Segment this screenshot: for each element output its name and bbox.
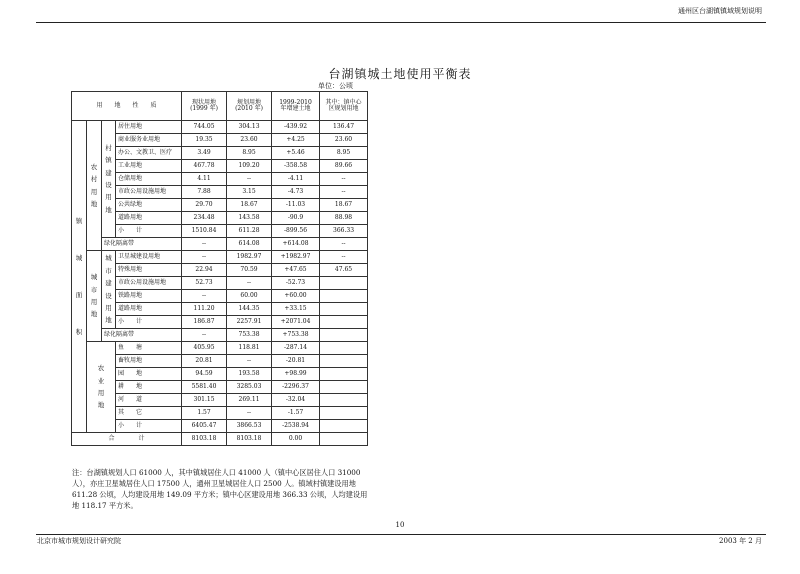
cell-v1: 467.78: [182, 160, 227, 173]
col-header-nature: 用 地 性 质: [72, 92, 182, 121]
table-row: [72, 186, 368, 199]
total-cell-v3: 0.00: [272, 433, 320, 446]
cell-v4: 23.60: [320, 134, 368, 147]
cell-v4: 136.47: [320, 121, 368, 134]
cell-v3: +2071.04: [272, 316, 320, 329]
cell-v4: [320, 342, 368, 355]
cell-v2: 1982.97: [227, 251, 272, 264]
cell-v3: +4.25: [272, 134, 320, 147]
group-agricultural-land: 农 业 用 地: [87, 342, 116, 433]
cell-v2: 3866.53: [227, 420, 272, 433]
group-rural-land: 农 村 用 地: [87, 121, 102, 251]
footnote: 注：台湖镇规划人口 61000 人，其中镇城居住人口 41000 人（镇中心区居住人口 31000 人），亦庄卫星城居住人口 17500 人，通州卫星城居住人口 2500 人。镇域村镇建设用地 611.28 公顷，人均建设用地 149.09 平方米；镇中心区建设用地 366.33 公顷，人均建设用地 118.17 平方米。: [72, 468, 368, 511]
row-label: 道路用地: [116, 212, 182, 225]
row-label: 耕 地: [116, 381, 182, 394]
cell-v3: -4.73: [272, 186, 320, 199]
cell-v2: 611.28: [227, 225, 272, 238]
cell-v2: 60.00: [227, 290, 272, 303]
footer-institute: 北京市城市规划设计研究院: [37, 537, 121, 545]
cell-v2: 70.59: [227, 264, 272, 277]
cell-v2: 3.15: [227, 186, 272, 199]
table-row: [72, 134, 368, 147]
row-label: 办公、文教卫、医疗: [116, 147, 182, 160]
cell-v2: 23.60: [227, 134, 272, 147]
table-row: [72, 355, 368, 368]
page-header-title: 通州区台湖镇镇域规划说明: [678, 7, 762, 15]
cell-v2: 18.67: [227, 199, 272, 212]
table-row: [72, 316, 368, 329]
cell-v2: 8.95: [227, 147, 272, 160]
table-row: [72, 381, 368, 394]
cell-v3: +33.15: [272, 303, 320, 316]
total-label: 合 计: [72, 433, 182, 446]
cell-v4: --: [320, 186, 368, 199]
cell-v2: 304.13: [227, 121, 272, 134]
cell-v1: 52.73: [182, 277, 227, 290]
cell-v4: 89.66: [320, 160, 368, 173]
cell-v3: +614.08: [272, 238, 320, 251]
cell-v3: -4.11: [272, 173, 320, 186]
cell-v4: 366.33: [320, 225, 368, 238]
cell-v3: -439.92: [272, 121, 320, 134]
table-row: [72, 264, 368, 277]
table-row: [72, 173, 368, 186]
table-row: [72, 212, 368, 225]
table-row: [72, 160, 368, 173]
table-row: [72, 420, 368, 433]
cell-v1: 301.15: [182, 394, 227, 407]
cell-v2: 118.81: [227, 342, 272, 355]
cell-v1: 94.59: [182, 368, 227, 381]
cell-v1: 5581.40: [182, 381, 227, 394]
table-row: [72, 407, 368, 420]
cell-v4: --: [320, 251, 368, 264]
cell-v1: 234.48: [182, 212, 227, 225]
cell-v3: +5.46: [272, 147, 320, 160]
row-label: 商业服务业用地: [116, 134, 182, 147]
header-row: [72, 92, 368, 121]
cell-v2: 143.58: [227, 212, 272, 225]
table-row: [72, 225, 368, 238]
row-label: 铁路用地: [116, 290, 182, 303]
row-label: 绿化隔离带: [102, 238, 182, 251]
cell-v1: 19.35: [182, 134, 227, 147]
footer-rule: [36, 534, 766, 535]
row-label: 园 地: [116, 368, 182, 381]
cell-v1: 186.87: [182, 316, 227, 329]
cell-v4: --: [320, 173, 368, 186]
cell-v3: -90.9: [272, 212, 320, 225]
cell-v4: [320, 303, 368, 316]
group-town-area: 镇 城 面 积: [72, 121, 87, 433]
table-row: [72, 290, 368, 303]
page-number: 10: [395, 521, 405, 529]
header-rule: [36, 22, 766, 23]
col-header-increase: 1999-2010 年增建土地: [272, 92, 320, 121]
cell-v2: --: [227, 407, 272, 420]
total-cell-v1: 8103.18: [182, 433, 227, 446]
cell-v2: --: [227, 173, 272, 186]
row-label: 市政公用设施用地: [116, 186, 182, 199]
total-row: [72, 433, 368, 446]
cell-v3: -899.56: [272, 225, 320, 238]
cell-v1: --: [182, 238, 227, 251]
unit-label: 单位：公顷: [318, 82, 353, 90]
cell-v4: [320, 407, 368, 420]
row-label: 小 计: [116, 420, 182, 433]
cell-v2: 753.38: [227, 329, 272, 342]
group-urban-land: 城 市 用 地: [87, 251, 102, 342]
table-row: [72, 277, 368, 290]
row-label: 鱼 塘: [116, 342, 182, 355]
cell-v2: 109.20: [227, 160, 272, 173]
cell-v3: -11.03: [272, 199, 320, 212]
row-label: 特殊用地: [116, 264, 182, 277]
row-label: 河 道: [116, 394, 182, 407]
cell-v3: +98.99: [272, 368, 320, 381]
row-label: 卫星城建设用地: [116, 251, 182, 264]
row-label: 小 计: [116, 316, 182, 329]
cell-v4: --: [320, 238, 368, 251]
cell-v3: -358.58: [272, 160, 320, 173]
row-label: 公共绿地: [116, 199, 182, 212]
cell-v2: 269.11: [227, 394, 272, 407]
cell-v2: 144.35: [227, 303, 272, 316]
table-row: [72, 238, 368, 251]
table-row: [72, 121, 368, 134]
total-cell-v4: [320, 433, 368, 446]
table-row: [72, 303, 368, 316]
cell-v1: 1.57: [182, 407, 227, 420]
cell-v4: [320, 420, 368, 433]
table-row: [72, 342, 368, 355]
cell-v3: -2296.37: [272, 381, 320, 394]
table-row: [72, 199, 368, 212]
cell-v1: 20.81: [182, 355, 227, 368]
cell-v2: 3285.03: [227, 381, 272, 394]
row-label: 小 计: [116, 225, 182, 238]
cell-v1: 405.95: [182, 342, 227, 355]
cell-v4: [320, 290, 368, 303]
table-row: [72, 329, 368, 342]
table-row: [72, 394, 368, 407]
cell-v3: -32.04: [272, 394, 320, 407]
cell-v1: 3.49: [182, 147, 227, 160]
row-label: 市政公用设施用地: [116, 277, 182, 290]
footer-date: 2003 年 2 月: [719, 537, 762, 545]
table-row: [72, 251, 368, 264]
cell-v3: -52.73: [272, 277, 320, 290]
row-label: 仓储用地: [116, 173, 182, 186]
cell-v4: [320, 316, 368, 329]
cell-v4: [320, 381, 368, 394]
cell-v3: +47.65: [272, 264, 320, 277]
cell-v4: [320, 355, 368, 368]
cell-v3: -2538.94: [272, 420, 320, 433]
land-balance-table: [71, 91, 368, 446]
cell-v2: --: [227, 277, 272, 290]
cell-v1: 111.20: [182, 303, 227, 316]
col-header-1999: 现状用地 (1999 年): [182, 92, 227, 121]
cell-v1: 744.05: [182, 121, 227, 134]
cell-v1: --: [182, 329, 227, 342]
group-village-construction: 村 镇 建 设 用 地: [102, 121, 116, 238]
col-header-2010: 规划用地 (2010 年): [227, 92, 272, 121]
cell-v4: 47.65: [320, 264, 368, 277]
group-urban-construction: 城 市 建 设 用 地: [102, 251, 116, 329]
cell-v3: +1982.97: [272, 251, 320, 264]
cell-v1: 7.88: [182, 186, 227, 199]
cell-v4: 18.67: [320, 199, 368, 212]
cell-v4: [320, 368, 368, 381]
cell-v4: [320, 329, 368, 342]
cell-v3: +60.00: [272, 290, 320, 303]
total-cell-v2: 8103.18: [227, 433, 272, 446]
row-label: 绿化隔离带: [102, 329, 182, 342]
cell-v4: [320, 277, 368, 290]
cell-v2: 2257.91: [227, 316, 272, 329]
cell-v2: 614.08: [227, 238, 272, 251]
row-label: 其 它: [116, 407, 182, 420]
col-header-center: 其中：镇中心 区规划用地: [320, 92, 368, 121]
cell-v3: -20.81: [272, 355, 320, 368]
cell-v1: 4.11: [182, 173, 227, 186]
cell-v1: 1510.84: [182, 225, 227, 238]
cell-v1: --: [182, 290, 227, 303]
cell-v1: --: [182, 251, 227, 264]
cell-v2: 193.58: [227, 368, 272, 381]
cell-v1: 6405.47: [182, 420, 227, 433]
row-label: 畜牧用地: [116, 355, 182, 368]
cell-v3: -287.14: [272, 342, 320, 355]
row-label: 工业用地: [116, 160, 182, 173]
table-title: 台湖镇城土地使用平衡表: [328, 67, 472, 81]
row-label: 道路用地: [116, 303, 182, 316]
table-row: [72, 368, 368, 381]
row-label: 居住用地: [116, 121, 182, 134]
cell-v2: --: [227, 355, 272, 368]
cell-v3: +753.38: [272, 329, 320, 342]
cell-v3: -1.57: [272, 407, 320, 420]
table-row: [72, 147, 368, 160]
cell-v4: [320, 394, 368, 407]
cell-v4: 88.98: [320, 212, 368, 225]
cell-v1: 22.94: [182, 264, 227, 277]
cell-v4: 8.95: [320, 147, 368, 160]
cell-v1: 29.70: [182, 199, 227, 212]
